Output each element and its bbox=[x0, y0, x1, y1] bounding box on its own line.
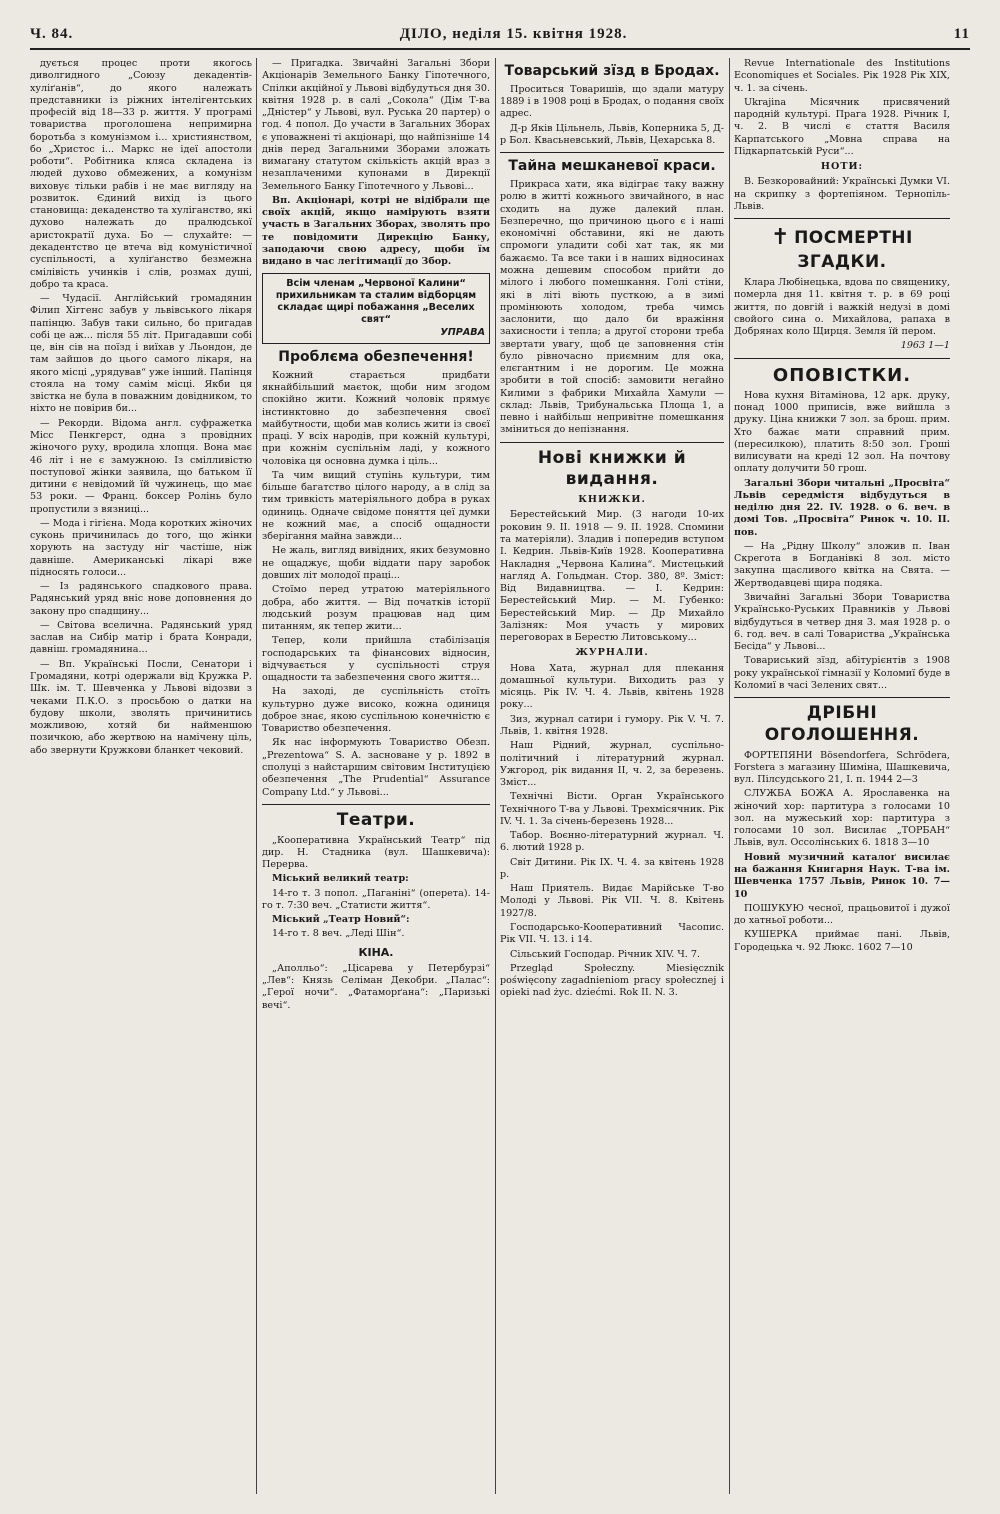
journal-listing: Revue Internationale des Institutions Economiques et Sociales. Рік 1928 Рік XIX, ч. 1. за січень. bbox=[734, 58, 950, 94]
article-heading: Тайна мешканевої краси. bbox=[508, 158, 716, 175]
theatre-listing: 14-го т. 8 веч. „Леді Шін“. bbox=[272, 928, 405, 940]
theatre-listing: „Кооперативна Український Театр“ під дир. Н. Стадника (вул. Шашкевича): Перерва. bbox=[262, 834, 490, 871]
article-text: Прикраса хати, яка відіграє таку важну ролю в житті кожнього звичайного, в нас сходить на дуже далекий план. Безперечно, що причиною цього є і наші економічні обставини, які не дають спромоги уладити собі хат так, як ми бажаємо. Та все таки і в наших відносинах можна дешевим способом прийти до мілого і любого помешкання. Голі стіни, які в літі віють пусткою, а в зимі промінюють холодом, треба чимсь заслонити, що дало би вражіння захисности і тепла; а другої сторони треба звертати увагу, щоб це заповнення стін було рівночасно приємним для ока, елєгантним і не дорогим. Це можна зробити в той спосіб: замовити негайно Килими з фабрики Михайла Хамули — склад: Львів, Трибунальська Площа 1, а певно і найбільш непривітне помешкання зміниться до непізнання. bbox=[500, 179, 724, 436]
masthead-date: ДІЛО, неділя 15. квітня 1928. bbox=[399, 25, 628, 42]
obituary-text: Клара Любінецька, вдова по священику, померла дня 11. квітня т. р. в 69 році життя, по довгій і важкій недузі в домі свойого сина о. Михайлова, рапаха в Добрянах коло Щирця. Земля їй пером. bbox=[734, 277, 950, 338]
greeting-text: Всім членам „Червоної Калини“ прихильникам та сталим відборцям складає щирі побажання „Веселих свят“ bbox=[275, 277, 477, 326]
column-2 bbox=[262, 58, 490, 1494]
journal-listing: Przegląd Społeczny. Miesięcznik poświęcony zagadnieniom pracy społecznej i opieki nad życ. dziećmi. Rok II. N. 3. bbox=[500, 962, 724, 999]
notice-text: Д-р Яків Цільнель, Львів, Коперника 5, Д-р Бол. Квасьневський, Львів, Цехарська 8. bbox=[500, 122, 724, 146]
journal-listing: Господарсько-Кооперативний Часопис. Рік VII. Ч. 13. і 14. bbox=[500, 921, 724, 946]
news-item: — Чудасії. Англійський громадянин Філип Хіггенс забув у львівського лікаря папінцю. Забув таки сильно, бо пригадав собі це аж... після 55 літ. Пригадавши собі це, він сів на поїзд і виїхав у Льондон, де там зайшов до цього самого лікаря, на якого місці „урядував“ уже інший. Папінця стояла на тому самім місці. Якби ця звістка не була в поважним довідником, то ніхто не повірив би... bbox=[30, 293, 252, 415]
news-item: — Рекорди. Відома англ. суфражетка Місс Пенкгерст, одна з провідних жіночого руху, вродила хлопця. Вона має 46 літ і не є замужною. Із смілливістю поступової жінки заявила, що батьком її дитини є невідомий їй чужинець, що має 53 роки. — Франц. боксер Ролінь було пропустили з вязниці... bbox=[30, 417, 252, 515]
section-heading-classifieds: ДРІБНІ ОГОЛОШЕННЯ. bbox=[764, 703, 920, 745]
theatre-name: Міський великий театр: bbox=[272, 873, 409, 885]
article-text: Та чим вищий ступінь культури, тим більше багатство цілого народу, а в слід за тим тривкість матеріяльного добра в руках одиниць. Одначе свідоме поняття цеї думки не кожний має, а спосіб ощадности зберігання майна завжди... bbox=[262, 469, 490, 543]
cross-icon: ✝ bbox=[771, 225, 791, 251]
column-4 bbox=[734, 58, 950, 1494]
classified-ad: СЛУЖБА БОЖА А. Ярославенка на жіночий хор: партитура з голосами 10 зол. на мужеський хор: партитура з голосами 10 зол. Висилає „ТОРБАН“ Львів, вул. Оссолінських 6. 1818 3—10 bbox=[734, 788, 950, 849]
article-text: Кожний старається придбати якнайбільший маєток, щоби ним згодом спокійно жити. Кожний чоловік прямує інстинктовно до забезпечення своєї майбутности, щоби мав колись жити із своєї праці. У всіх народів, при кожній культурі, при кожнім суспільнім ладі, у кожного чоловіка ця основна думка і ціль... bbox=[262, 369, 490, 467]
page-header bbox=[30, 20, 970, 50]
greeting-box bbox=[262, 273, 490, 344]
page-number: 11 bbox=[953, 25, 970, 42]
cinema-heading: КІНА. bbox=[358, 945, 394, 959]
section-rule bbox=[734, 358, 950, 359]
announcement-text: Нова кухня Вітамінова, 12 арк. друку, понад 1000 приписів, вже вийшла з друку. Ціна книжки 7 зол. за брош. прим. Хто бажає мати справний прим. (пересилкою), платить 8:50 зол. Гроші вилисувати на креді 12 зол. На почтову оплату долучити 50 грош. bbox=[734, 389, 950, 475]
article-text: Як нас інформують Товариство Обезп. „Prezentowa“ S. A. засноване у р. 1892 в сполуці з найстаршим світовим Інституцією обезпечення „The Prudential“ Assurance Company Ltd.“ у Львові... bbox=[262, 737, 490, 798]
subsection-books: КНИЖКИ. bbox=[578, 494, 646, 506]
article-text: На заході, де суспільність стоїть культурно дуже високо, кожна одиниця доброе знає, якою суспільною конечністю є Товариство обезпечення. bbox=[262, 686, 490, 735]
article-heading: Проблєма обезпечення! bbox=[278, 348, 474, 365]
article-text: дується процес проти якогось диволгидного „Союзу декадентів-хуліґанів“, до якого належать представники із ріжних інтелігентських професій від 18—33 р. життя. У програмі товариства проголошена непримирна боротьба з комунізмом і... християнством, бо „Христос і... Маркс не ідеї апостоли роботи“. Робітника кляса складена із людей духово обмежених, а комунізм виховує тільки рабів і не має вигляду на розвиток. Єдиний вихід із цього становища: декаденство та хуліганство, які духово належать до пралюдської аристократії духа. Бо — слухайте: — декадентство це втеча від комуністичної суспільності, а хуліґанство безмежна смілівість учинків і слів, розмах душі, добро та краса. bbox=[30, 58, 252, 290]
column-3 bbox=[500, 58, 724, 1494]
section-heading-theatres: Театри. bbox=[336, 809, 416, 830]
journal-listing: Ukrajina Місячник присвячений пародній культурі. Прага 1928. Річник I, ч. 2. В числі є стаття Василя Карпатського „Мовна справа на Підкарпатській Руси“... bbox=[734, 96, 950, 157]
notice-text: Вп. Акціонарі, котрі не відібрали ще своїх акцій, якщо намірують взяти участь в Загальних Зборах, зволять про те повідомити Дирекцію Банку, заподаючи свою адресу, щоби їм видано в час легітимації до Збор. bbox=[262, 194, 490, 268]
journal-listing: Наш Приятель. Видає Марійське Т-во Молоді у Львові. Рік VII. Ч. 8. Квітень 1927/8. bbox=[500, 883, 724, 919]
column-divider bbox=[256, 58, 257, 1494]
journal-listing: Світ Дитини. Рік IX. Ч. 4. за квітень 1928 р. bbox=[500, 856, 724, 880]
news-item: — Світова вселична. Радянський уряд заслав на Сибір матір і брата Конради, давніш. громадянина... bbox=[30, 619, 252, 656]
ad-code: 1963 1—1 bbox=[900, 340, 950, 352]
journal-listing: Технічні Вісти. Орган Українського Технічного Т-ва у Львові. Трехмісячник. Рік IV. Ч. 1. За січень-березень 1928... bbox=[500, 791, 724, 827]
section-rule bbox=[734, 218, 950, 219]
announcement-text: Товариський зїзд, абітурієнтів з 1908 року української гімназії у Коломиї буде в Коломиї в часі Зелених свят... bbox=[734, 655, 950, 691]
journal-listing: Сільський Господар. Річник XIV. Ч. 7. bbox=[510, 948, 701, 960]
classified-ad: КУШЕРКА приймає пані. Львів, Городецька ч. 92 Люкс. 1602 7—10 bbox=[734, 929, 950, 953]
journal-listing: Наш Рідний, журнал, суспільно-політичний і літературний журнал. Ужгород, рік видання II, ч. 2, за березень. Зміст... bbox=[500, 740, 724, 789]
news-item: — Вп. Українські Посли, Сенатори і Громадяни, котрі одержали від Кружка Р. Шк. ім. Т. Шевченка у Львові відозви з чеками П.К.О. з просьбою о датки на будову школи, зволять причинитись можливою, хотяй би найменшою позичкою, або жертвою на намічену ціль, або звернути Кружкови бланкет чековий. bbox=[30, 658, 252, 756]
news-item: — Мода і гігієна. Мода коротких жіночих суконь причинилась до того, що жінки хорують на застуду ніг частіше, ніж давніше. Американські лікарі вже підносять голоси... bbox=[30, 517, 252, 578]
classified-ad: ФОРТЕПЯНИ Bösendorfera, Schrödera, Forstera з магазину Шиміна, Шашкевича, вул. Пілсудського 21, І. п. 1944 2—3 bbox=[734, 749, 950, 786]
article-text: Не жаль, вигляд вивідних, яких безумовно не ощаджує, щоби віддати пару заробок довших літ молодої праці... bbox=[262, 545, 490, 581]
column-divider bbox=[729, 58, 730, 1494]
theatre-listing: 14-го т. 3 попол. „Паганіні“ (оперета). 14-го т. 7:30 веч. „Статисти життя“. bbox=[262, 887, 490, 911]
theatre-name: Міський „Театр Новий“: bbox=[272, 914, 410, 926]
journal-listing: Нова Хата, журнал для плекання домашньої культури. Виходить раз у місяць. Рік IV. Ч. 4. Львів, квітень 1928 року... bbox=[500, 662, 724, 711]
announcement-text: Звичайні Загальні Збори Товариства Українсько-Руських Правників у Львові відбудуться в четвер дня 3. мая 1928 р. о 6. год. веч. в салі Товариства „Українська Бесіда“ у Львові... bbox=[734, 591, 950, 653]
journal-listing: Зиз, журнал сатири і гумору. Рік V. Ч. 7. Львів, 1. квітня 1928. bbox=[500, 713, 724, 737]
notes-listing: В. Безкоровайний: Українські Думки VI. на скрипку з фортепіяном. Тернопіль-Львів. bbox=[734, 176, 950, 212]
article-text: Стоїмо перед утратою матеріяльного добра, або життя. — Від початків історії людський розум працював над цим питанням, як тепер жити... bbox=[262, 584, 490, 633]
subsection-notes: НОТИ: bbox=[820, 161, 864, 173]
section-heading-announcements: ОПОВІСТКИ. bbox=[772, 364, 912, 386]
issue-number: Ч. 84. bbox=[30, 25, 74, 42]
article-text: Тепер, коли прийшла стабілізація господарських та фінансових відносин, відчувається у суспільності струя ощадности та забезпечення свого життя... bbox=[262, 635, 490, 684]
section-rule bbox=[500, 152, 724, 153]
notice-text: — Пригадка. Звичайні Загальні Збори Акціонарів Земельного Банку Гіпотечного, Спілки акційної у Львові відбудуться дня 30. квітня 1928 р. в салі „Сокола“ (Дім Т-ва „Дністер“ у Львові, вул. Руська 20 партер) о год. 4 попол. До участи в Загальних Зборах є уповажнені ті акціонарі, що найпізніше 14 днів перед Загальними Зборами зложать вимагану статутом скількість акцій враз з незаплаченими купонами в Дирекції Земельного Банку Гіпотечного у Львові... bbox=[262, 58, 490, 192]
section-rule bbox=[500, 442, 724, 443]
section-heading-obituaries: ✝ ПОСМЕРТНІ ЗГАДКИ. bbox=[771, 225, 913, 273]
article-heading: Товарський зїзд в Бродах. bbox=[504, 63, 720, 79]
section-heading-books: Нові книжки й видання. bbox=[537, 447, 687, 490]
journal-listing: Табор. Воєнно-літературний журнал. Ч. 6. лютий 1928 р. bbox=[500, 830, 724, 854]
notice-text: Проситься Товаришів, що здали матуру 1889 і в 1908 році в Бродах, о подання своїх адрес. bbox=[500, 83, 724, 120]
classified-ad: Новий музичний каталоґ висилає на бажання Книгарня Наук. Т-ва ім. Шевченка 1757 Львів, Ринок 10. 7—10 bbox=[734, 851, 950, 900]
announcement-text: — На „Рідну Школу“ зложив п. Іван Скрегота в Богданівкі 8 зол. місто закупна щасливого квітка на Свята. — Жертводавцеві щира подяка. bbox=[734, 540, 950, 589]
section-rule bbox=[262, 804, 490, 805]
subsection-journals: ЖУРНАЛИ. bbox=[575, 647, 649, 659]
book-listing: Берестейський Мир. (3 нагоди 10-их роковин 9. II. 1918 — 9. II. 1928. Спомини та матеріяли). Зладив і попередив вступом І. Кедрин. Львів-Київ 1928. Кооперативна Накладня „Червона Калина“. Мистецький нагляд А. Гольдман. Стор. 380, 8º. Зміст: Від Видавництва. — І. Кедрин: Берестейський Мир. — М. Губенко: Берестейський Мир. — Др Михайло Залізняк: Моя участь у мирових переговорах в Берестю Литовському... bbox=[500, 509, 724, 644]
greeting-signature: УПРАВА bbox=[440, 326, 485, 338]
announcement-text: Загальні Збори читальні „Просвіта“ Львів середмістя відбудуться в неділю дня 22. IV. 1928. о 6. веч. в домі Тов. „Просвіта“ Ринок ч. 10. II. пов. bbox=[734, 477, 950, 538]
cinema-listing: „Аполльо“: „Цісарева у Петербурзі“ „Лев“: Князь Селіман Декобри. „Палас“: „Герої ночи“. „Фатаморґана“: „Паризькі вечі“. bbox=[262, 962, 490, 1011]
column-divider bbox=[495, 58, 496, 1494]
column-1 bbox=[30, 58, 252, 1494]
section-rule bbox=[734, 697, 950, 698]
news-item: — Із радянського спадкового права. Радянський уряд вніс нове доповнення до закону про спадщину... bbox=[30, 581, 252, 617]
classified-ad: ПОШУКУЮ чесної, працьовитої і дужої до хатньої роботи... bbox=[734, 902, 950, 927]
